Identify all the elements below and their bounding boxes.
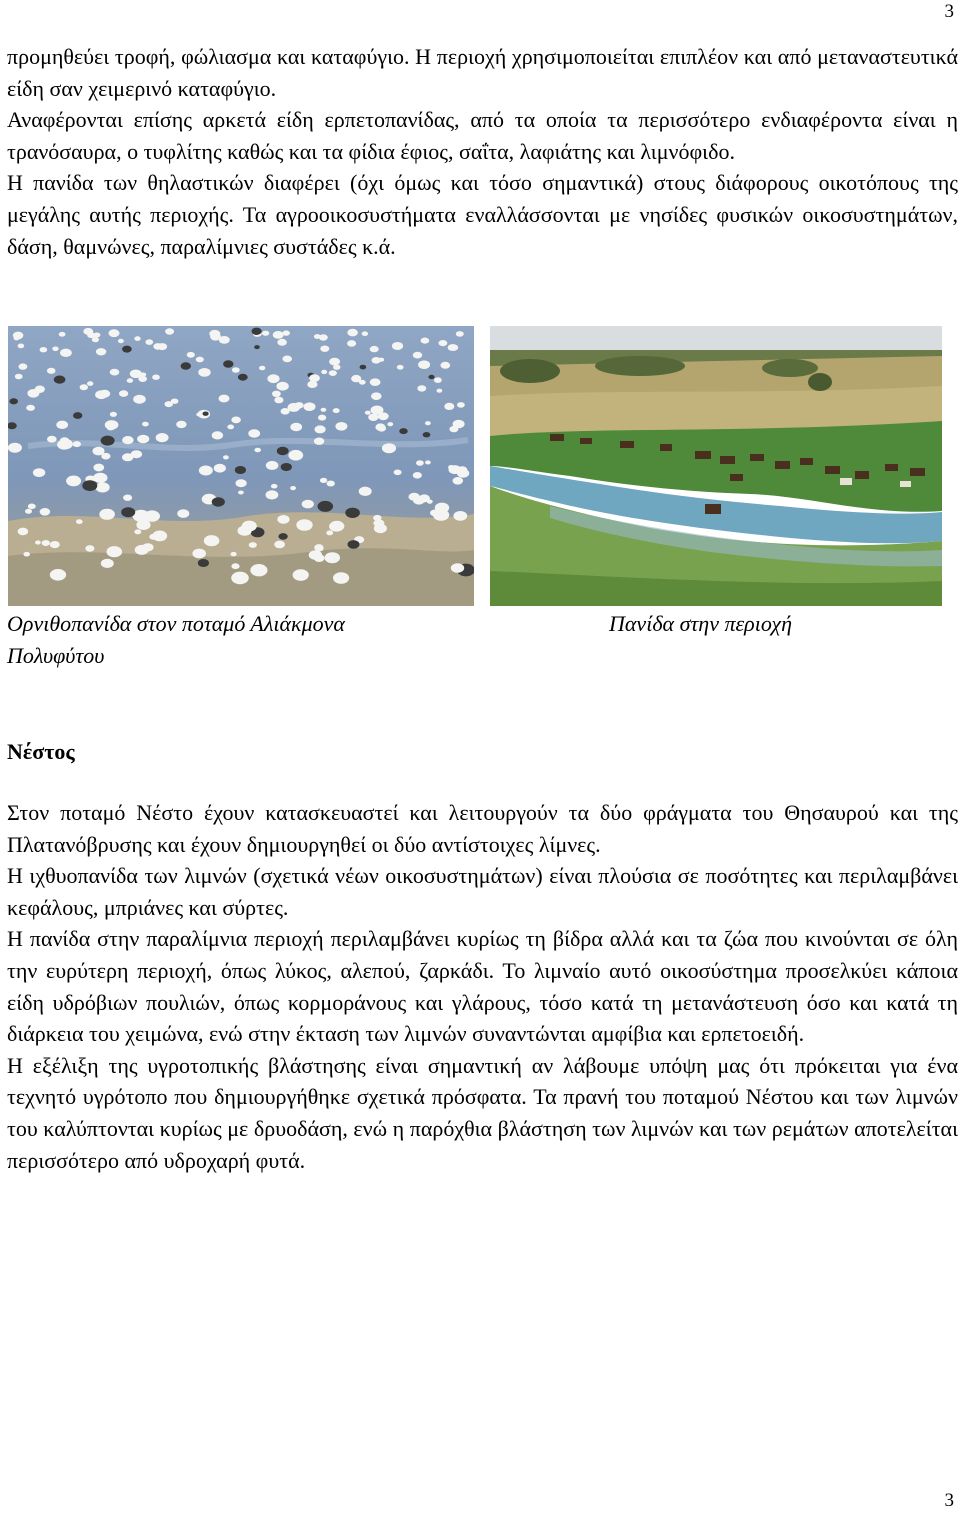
intro-paragraph: Αναφέρονται επίσης αρκετά είδη ερπετοπανίδας, από τα οποία τα περισσότερο ενδιαφέροντα είναι η τρανόσαυρα, ο τυφλίτης καθώς και τα φίδια έφιος, σαΐτα, λαφιάτης και λιμνόφιδο. — [7, 107, 958, 164]
section-paragraph: Στον ποταμό Νέστο έχουν κατασκευαστεί και λειτουργούν τα δύο φράγματα του Θησαυρού και της Πλατανόβρυσης και έχουν δημιουργηθεί οι δύο αντίστοιχες λίμνες. — [7, 800, 958, 857]
birds-photo-caption — [7, 608, 345, 671]
section-heading: Νέστος — [7, 739, 75, 764]
intro-paragraph: προμηθεύει τροφή, φώλιασμα και καταφύγιο. Η περιοχή χρησιμοποιείται επιπλέον και από μεταναστευτικά είδη σαν χειμερινό καταφύγιο. — [7, 44, 958, 101]
birds-photo — [8, 326, 474, 606]
page-number-top: 3 — [944, 1, 954, 22]
section-paragraph: Η ιχθυοπανίδα των λιμνών (σχετικά νέων οικοσυστημάτων) είναι πλούσια σε ποσότητες και περιλαμβάνει κεφάλους, μπριάνες και σύρτες. — [7, 863, 958, 920]
intro-paragraph: Η πανίδα των θηλαστικών διαφέρει (όχι όμως και τόσο σημαντικά) στους διάφορους οικοτόπους της μεγάλης αυτής περιοχής. Τα αγροοικοσυστήματα εναλλάσσονται με νησίδες φυσικών οικοσυστημάτων, δάση, θαμνώνες, παραλίμνιες συστάδες κ.ά. — [7, 170, 958, 259]
intro-text — [7, 41, 958, 262]
section-paragraph: Η πανίδα στην παραλίμνια περιοχή περιλαμβάνει κυρίως τη βίδρα αλλά και τα ζώα που κινούνται σε όλη την ευρύτερη περιοχή, όπως λύκος, αλεπού, ζαρκάδι. Το λιμναίο αυτό οικοσύστημα προσελκύει κάποια είδη υδρόβιων πουλιών, όπως κορμοράνους και γλάρους, τόσο κατά τη μετανάστευση όσο και κατά τη διάρκεια του χειμώνα, ενώ στην έκταση των λιμνών συναντώνται αμφίβια και ερπετοειδή. — [7, 926, 958, 1047]
section-text — [7, 797, 958, 1176]
river-landscape-photo — [490, 326, 942, 606]
river-photo-caption: Πανίδα στην περιοχή — [609, 611, 793, 636]
section-paragraph: Η εξέλιξη της υγροτοπικής βλάστησης είναι σημαντική αν λάβουμε υπόψη μας ότι πρόκειται για ένα τεχνητό υγρότοπο που δημιουργήθηκε σχετικά πρόσφατα. Τα πρανή του ποταμού Νέστου και των λιμνών του καλύπτονται κυρίως με δρυοδάση, ενώ η παρόχθια βλάστηση των λιμνών και των ρεμάτων αποτελείται περισσότερο από υδροχαρή φυτά. — [7, 1052, 958, 1173]
caption-line: Πολυφύτου — [7, 642, 105, 668]
caption-line: Ορνιθοπανίδα στον ποταμό Αλιάκμονα — [7, 611, 345, 636]
page-number-bottom: 3 — [944, 1490, 954, 1511]
